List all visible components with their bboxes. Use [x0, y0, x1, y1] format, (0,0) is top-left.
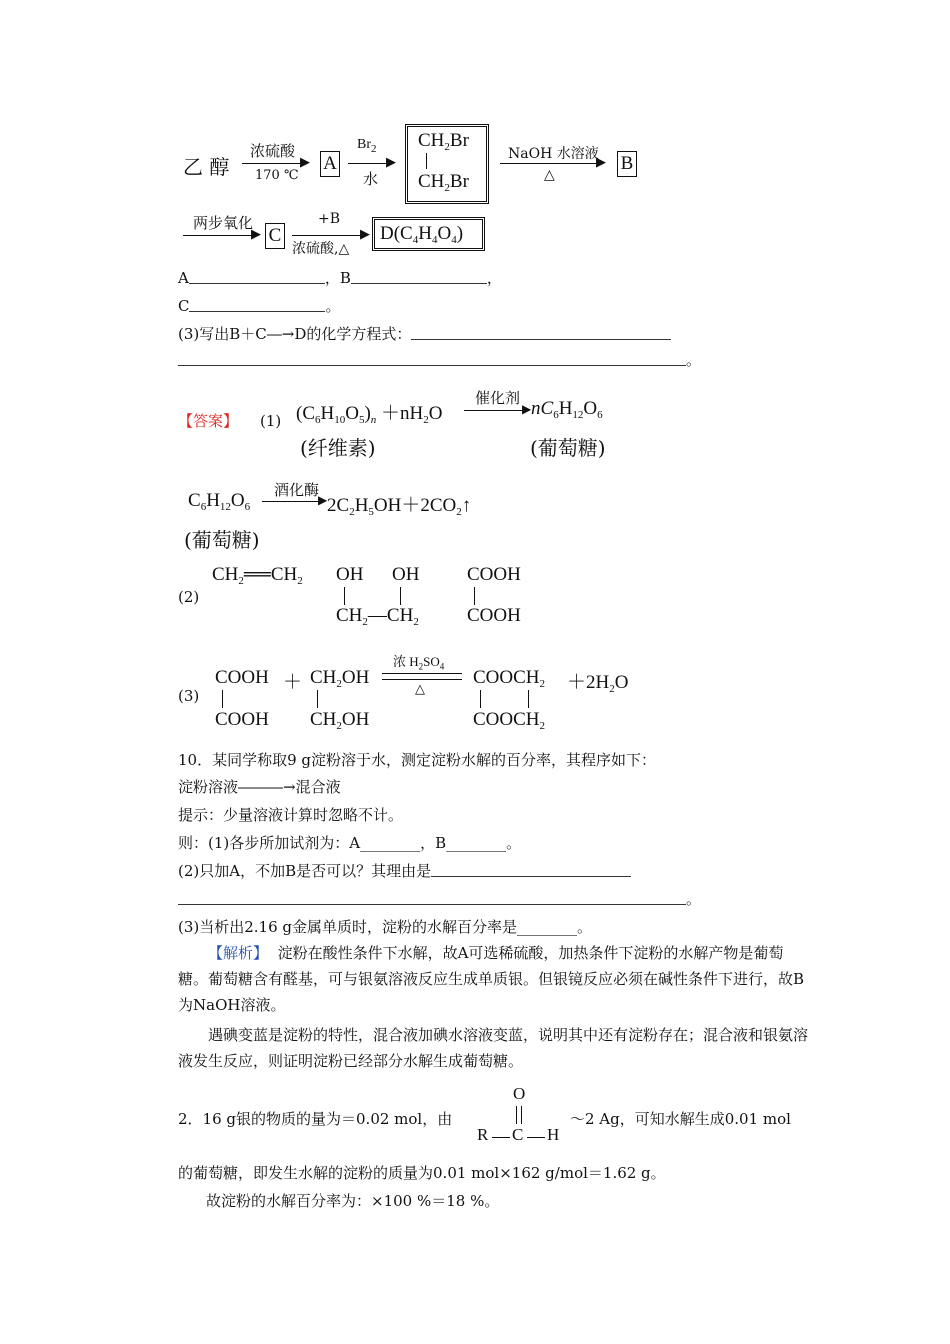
question-10-line-1: 10．某同学称取9 g淀粉溶于水，测定淀粉水解的百分率，其程序如下：: [178, 751, 657, 769]
answer-part-2: (2): [178, 588, 200, 606]
cellulose-name: (纤维素): [300, 436, 376, 460]
blank-row-c: C 。: [178, 297, 341, 315]
fermentation-reactant: $C_6H_{12}O_6$: [188, 490, 251, 513]
reagent-plus-b: +B: [318, 211, 341, 227]
arrow-head-icon: ▶: [596, 155, 606, 170]
oxalic-acid-bottom: COOH: [467, 605, 521, 626]
aldehyde-r: R: [477, 1125, 489, 1144]
blank-row-ab: A ，B ，: [178, 269, 502, 287]
ethanol-label: 乙 醇: [183, 155, 230, 179]
glycol-oh-2: OH: [392, 564, 420, 585]
bond-line: [492, 1137, 510, 1138]
glucose-product: $nC_6H_{12}O_6$: [531, 398, 603, 421]
ester-bottom: $COOCH_2$: [473, 709, 546, 732]
bond-line: [474, 587, 475, 605]
analysis-paragraph-5: 故淀粉的水解百分率为：×100 %＝18 %。: [206, 1192, 500, 1210]
aldehyde-h: H: [547, 1125, 560, 1144]
blank-reason-line2[interactable]: [178, 890, 686, 905]
arrow-head-icon: ▶: [300, 155, 310, 170]
enzyme-label: 酒化酶: [274, 481, 320, 499]
blank-a[interactable]: [189, 269, 325, 284]
blank-equation[interactable]: [411, 325, 671, 340]
reaction-arrow-fermentation: [262, 501, 324, 502]
answer-part-1: (1): [260, 412, 282, 430]
reagent-conc-sulfuric: 浓硫酸: [250, 142, 296, 160]
ethylene-formula: $CH_2══CH_2$: [212, 564, 303, 587]
esterification-alcohol-top: $CH_2OH$: [310, 667, 370, 690]
fermentation-products: $2C_2H_5OH+2CO_2↑$: [327, 495, 472, 518]
glucose-name: (葡萄糖): [530, 436, 606, 460]
reagent-naoh: NaOH 水溶液: [508, 146, 599, 162]
dibromide-bottom: $CH_2Br$: [418, 171, 469, 194]
analysis-tag: 【解析】: [208, 944, 269, 962]
reagent-conc-h2so4: 浓 $H_2SO_4$: [393, 654, 445, 672]
bond-line: [528, 690, 529, 708]
bond-line: [317, 690, 318, 708]
plus-sign: ＋: [283, 672, 303, 693]
reaction-arrow-hydrolysis: [464, 410, 528, 411]
bond-line: [527, 1137, 545, 1138]
dibromide-top: $CH_2Br$: [418, 130, 469, 153]
question-10-part-3: (3)当析出2.16 g金属单质时，淀粉的水解百分率是________。: [178, 918, 593, 936]
reagent-heat-2: △: [415, 682, 425, 697]
bond-line: [400, 587, 401, 605]
bond-line: [344, 587, 345, 605]
double-bond-line: [516, 1106, 517, 1124]
answer-part-3: (3): [178, 687, 200, 705]
blank-reason[interactable]: [431, 862, 631, 877]
arrow-head-icon: ▶: [360, 227, 370, 242]
reagent-bromine: $Br_2$: [357, 137, 377, 155]
esterification-acid-top: COOH: [215, 667, 269, 688]
compound-b-label: B: [620, 153, 634, 174]
compound-c-box: [265, 223, 285, 249]
glucose-name-2: (葡萄糖): [184, 528, 260, 552]
reaction-arrow-1: [242, 163, 306, 164]
question-10-part-2-continued: 。: [178, 889, 701, 909]
arrow-head-icon: ▶: [318, 493, 328, 507]
bond-line: [222, 690, 223, 708]
reagent-temperature: 170 ℃: [255, 168, 299, 183]
reagent-two-step-oxidation: 两步氧化: [193, 214, 254, 232]
glycol-oh-1: OH: [336, 564, 364, 585]
question-10-hint: 提示：少量溶液计算时忽略不计。: [178, 806, 404, 824]
cellulose-hydrolysis-reactants: $(C_6H_{10}O_5)_n +nH_2O$: [296, 403, 443, 426]
blank-equation-line2[interactable]: [178, 351, 686, 366]
compound-a-box: [320, 151, 340, 177]
analysis-paragraph-1: 【解析】 淀粉在酸性条件下水解，故A可选稀硫酸，加热条件下淀粉的水解产物是葡萄糖。葡萄糖含有醛基，可与银氨溶液反应生成单质银。但银镜反应必须在碱性条件下进行，故B为NaOH溶液。: [178, 944, 805, 1014]
analysis-paragraph-3b: ～2 Ag，可知水解生成0.01 mol: [570, 1110, 791, 1128]
reagent-conc-sulfuric-heat: 浓硫酸,△: [292, 241, 350, 257]
double-bond-line: [521, 1106, 522, 1124]
bond-line: [480, 690, 481, 708]
compound-b-box: [617, 151, 637, 177]
question-10-part-1: 则：(1)各步所加试剂为：A________，B________。: [178, 834, 522, 852]
glycol-backbone: $CH_2—CH_2$: [336, 605, 419, 628]
catalyst-label: 催化剂: [475, 389, 521, 407]
arrow-head-icon: ▶: [522, 402, 532, 416]
question-10-line-2: 淀粉溶液―――→混合液: [178, 778, 341, 796]
analysis-paragraph-2: 遇碘变蓝是淀粉的特性，混合液加碘水溶液变蓝，说明其中还有淀粉存在；混合液和银氨溶液发生反应，则证明淀粉已经部分水解生成葡萄糖。: [178, 1026, 809, 1070]
answer-tag: 【答案】: [178, 412, 239, 430]
blank-c[interactable]: [189, 297, 325, 312]
esterification-acid-bottom: COOH: [215, 709, 269, 730]
arrow-head-icon: ▶: [251, 227, 261, 242]
equilibrium-arrow-reverse: [382, 679, 462, 680]
ester-top: $COOCH_2$: [473, 667, 546, 690]
analysis-paragraph-3a: 2．16 g银的物质的量为＝0.02 mol，由: [178, 1110, 453, 1128]
aldehyde-oxygen: O: [513, 1084, 526, 1103]
equilibrium-arrow-forward: [382, 673, 462, 674]
aldehyde-c: C: [512, 1125, 524, 1144]
water-product: $+2H_2O$: [567, 672, 629, 695]
compound-d-box: $D(C_4H_4O_4)$: [372, 217, 485, 251]
bond-line: [426, 153, 427, 169]
oxalic-acid-top: COOH: [467, 564, 521, 585]
arrow-head-icon: ▶: [386, 155, 396, 170]
question-10-part-2: (2)只加A，不加B是否可以？其理由是: [178, 861, 631, 881]
analysis-paragraph-4: 的葡萄糖，即发生水解的淀粉的质量为0.01 mol×162 g/mol＝1.62 g。: [178, 1164, 666, 1182]
reaction-arrow-4: [183, 235, 257, 236]
reagent-heat: △: [544, 167, 555, 183]
esterification-alcohol-bottom: $CH_2OH$: [310, 709, 370, 732]
reaction-arrow-3: [500, 163, 602, 164]
reaction-arrow-5: [292, 235, 366, 236]
compound-c-label: C: [268, 225, 282, 246]
reagent-water: 水: [363, 170, 379, 188]
question-3: (3)写出B＋C―→D的化学方程式：: [178, 324, 671, 344]
compound-a-label: A: [323, 153, 337, 174]
blank-b[interactable]: [351, 269, 487, 284]
question-3-continued: 。: [178, 350, 701, 370]
